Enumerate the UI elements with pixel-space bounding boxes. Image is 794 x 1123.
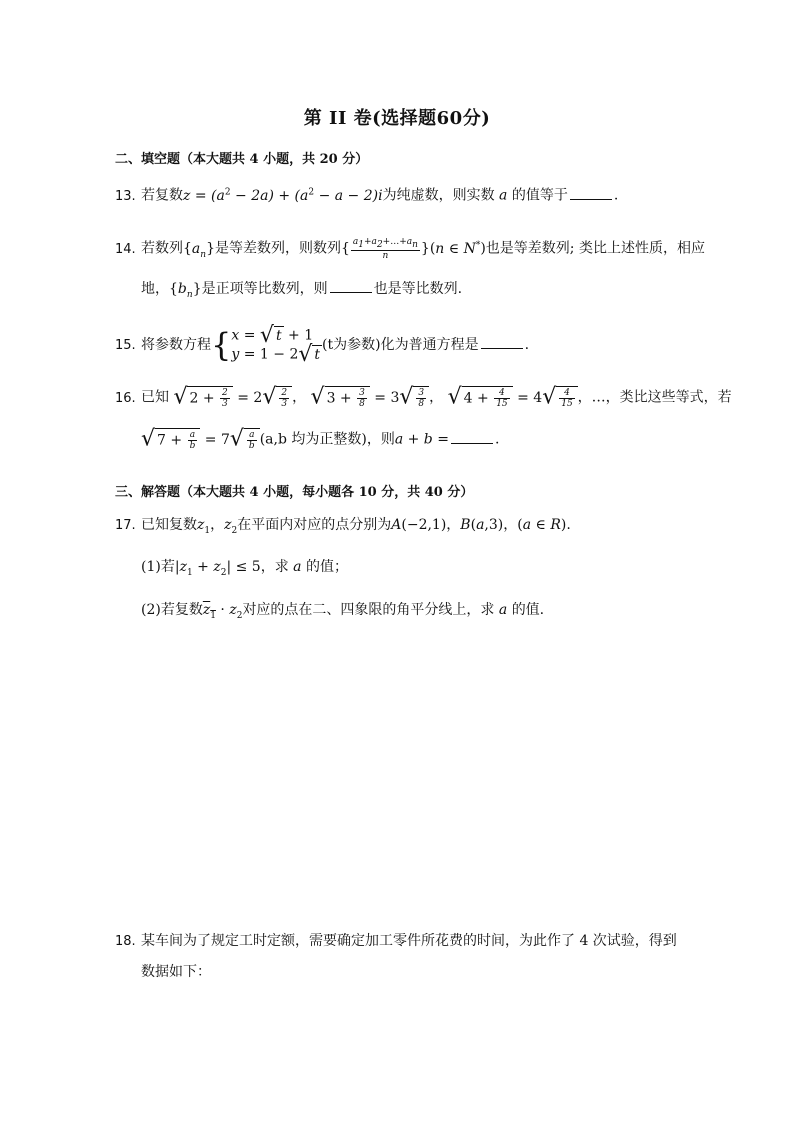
- question-text: )也是等差数列; 类比上述性质，相应: [480, 240, 705, 257]
- question-15: [115, 323, 530, 367]
- section-header-fill-blank: 二、填空题（本大题共 4 小题，共 20 分）: [115, 152, 369, 167]
- question-text: .: [524, 337, 530, 353]
- section-header-solve: 三、解答题（本大题共 4 小题，每小题各 10 分，共 40 分）: [115, 485, 474, 500]
- answer-blank[interactable]: [570, 185, 612, 200]
- question-text: ，求: [260, 559, 289, 575]
- question-text: 的值等于: [511, 187, 568, 204]
- question-text: (a,b 均为正整数)，则: [259, 431, 395, 448]
- question-text: 已知: [141, 389, 169, 406]
- question-17-part-2: (2)若复数$z_1 \cdot z_2$对应的点在二、四象限的角平分线上，求 a 的值.: [141, 602, 545, 621]
- question-number: 15.: [115, 338, 136, 353]
- question-text: 对应的点在二、四象限的角平分线上，求: [242, 602, 495, 618]
- page-title: 第 II 卷(选择题60分): [303, 108, 491, 129]
- question-text: 某车间为了规定工时定额，需要确定加工零件所花费的时间，为此作了 4 次试验，得到: [141, 933, 677, 949]
- parametric-system: { x = √ t + 1 y = 1 − 2√ t: [211, 323, 321, 367]
- question-number: 16.: [115, 390, 136, 406]
- question-text: 为纯虚数，则实数: [382, 187, 495, 204]
- question-text: }(: [420, 240, 436, 257]
- question-text: 的值；: [305, 559, 348, 575]
- question-13: 13. 若复数$z = (a^2 - 2a) + (a^2 - a - 2)i$为纯虚数，则实数 a 的值等于 .: [115, 182, 618, 207]
- question-text: (2)若复数: [141, 602, 203, 618]
- question-text: (1)若: [141, 559, 175, 575]
- question-18: [115, 931, 677, 952]
- answer-blank[interactable]: [451, 429, 493, 444]
- question-17: 17. 已知复数$z_1$，$z_2$在平面内对应的点分别为A(−2,1)，B(a,3)，(a ∈ R).: [115, 517, 571, 536]
- question-number: 14.: [115, 241, 136, 257]
- identity-general: √ 7 + $\frac{a}{b}$ = 7√ $\frac{a}{b}$: [141, 432, 260, 448]
- question-text: ，…，类比这些等式，若: [577, 389, 732, 406]
- question-text: 的值.: [511, 602, 545, 618]
- question-text: 也是等比数列.: [373, 281, 463, 297]
- question-18-line-2: 数据如下：: [141, 964, 211, 980]
- question-text: }是正项等比数列，则: [192, 281, 328, 297]
- sequence-mean-fraction: $\frac{a_1+a_2+\dots+a_n}{n}$: [352, 236, 418, 261]
- question-text: 地，{: [141, 281, 178, 297]
- question-text: 若数列{: [141, 240, 192, 257]
- question-16-line-2: √ 7 + $\frac{a}{b}$ = 7√ $\frac{a}{b}$ (a,b 均为正整数)，则a + b = .: [141, 426, 500, 452]
- answer-blank[interactable]: [330, 278, 372, 293]
- question-text: 将参数方程: [141, 337, 211, 353]
- question-number: 17.: [115, 518, 136, 533]
- question-text: (t为参数)化为普通方程是: [322, 337, 479, 353]
- question-number: 13.: [115, 188, 136, 204]
- identity-2: √ 3 + $\frac{3}{8}$ = 3√ $\frac{3}{8}$: [311, 390, 430, 406]
- answer-blank[interactable]: [481, 334, 523, 349]
- question-14: 14. 若数列$\{a_n\}$是等差数列，则数列{ $\frac{a_1+a_2+\dots+a_n}{n}$ }(n ∈ N*)也是等差数列; 类比上述性质，相应: [115, 236, 705, 261]
- question-text: .: [613, 187, 619, 204]
- question-14-line-2: 地，$\{b_n\}$是正项等比数列，则 也是等比数列.: [141, 278, 462, 305]
- question-text: 若复数: [141, 187, 183, 204]
- question-text: }是等差数列，则数列{: [206, 240, 350, 257]
- question-text: .: [494, 431, 500, 448]
- question-16: 16. 已知 √ 2 + $\frac{2}{3}$ = 2√ $\frac{2}{3}$ ， √ 3 + $\frac{3}{8}$ = 3√ $\frac{3}{8}$ ， √ 4 + $\frac{4}{15}$ = 4√ $\frac{4}{15}$ ，…，类比这些等式，若: [115, 384, 732, 410]
- question-text: 已知复数: [141, 517, 197, 533]
- identity-3: √ 4 + $\frac{4}{15}$ = 4√ $\frac{4}{15}$: [448, 390, 578, 406]
- identity-1: √ 2 + $\frac{2}{3}$ = 2√ $\frac{2}{3}$: [173, 390, 292, 406]
- question-17-part-1: (1)若$|z_1 + z_2| \le 5$，求 a 的值；: [141, 559, 348, 578]
- question-text: 在平面内对应的点分别为: [237, 517, 392, 533]
- question-number: 18.: [115, 934, 136, 949]
